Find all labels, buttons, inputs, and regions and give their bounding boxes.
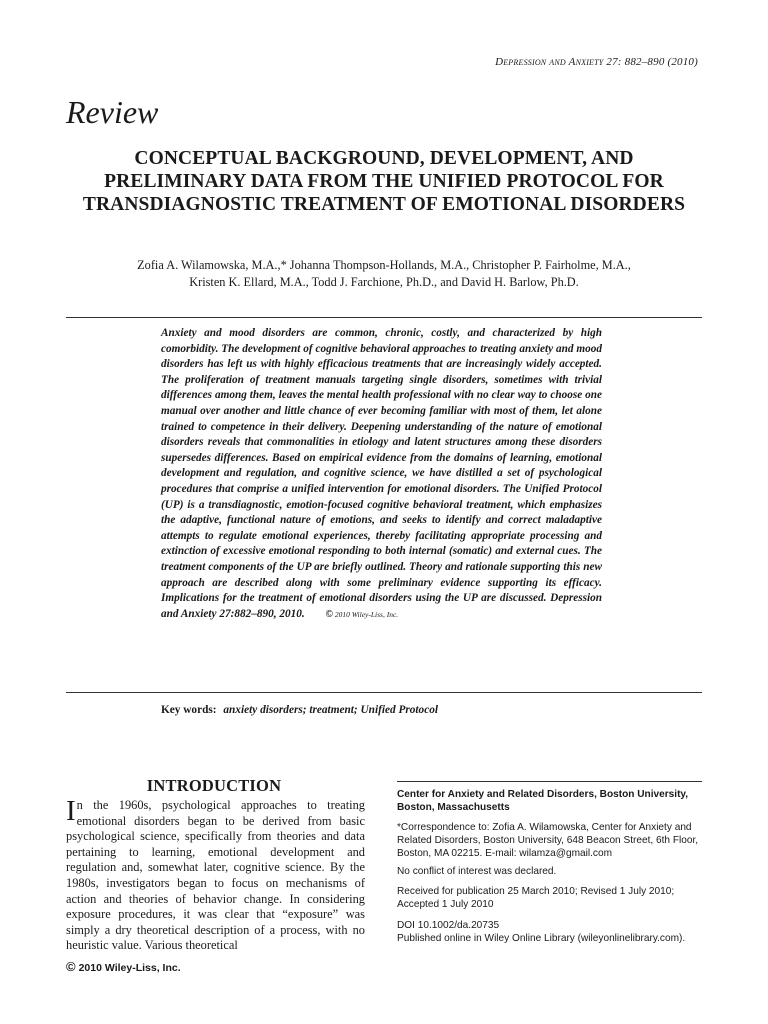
footer-copyright-text: 2010 Wiley-Liss, Inc. [78,962,181,974]
footer-copyright [66,959,181,974]
doi-text: DOI 10.1002/da.20735 [397,920,500,931]
abstract-text: Anxiety and mood disorders are common, chronic, costly, and characterized by high comorbidity. The development of cognitive behavioral approaches to treating anxiety and mood disorders has left us with highly efficacious treatments that are increasingly widely accepted. The proliferation of treatment manuals targeting single disorders, sometimes with trivial differences among them, leaves the mental health professional with no clear way to choose one manual over another and little chance of ever becoming familiar with most of them, let alone trained to competence in their delivery. Deepening understanding of the nature of emotional disorders reveals that commonalities in etiology and latent structures among these disorders supersedes differences. Based on empirical evidence from the domains of learning, emotional development and regulation, and cognitive science, we have distilled a set of psychological procedures that comprise a unified intervention for emotional disorders. The Unified Protocol (UP) is a transdiagnostic, emotion-focused cognitive behavioral treatment, which emphasizes the adaptive, functional nature of emotions, and seeks to identify and correct maladaptive attempts to regulate emotional experiences, thereby facilitating appropriate processing and extinction of excessive emotional responding to both internal (somatic) and external cues. The treatment components of the UP are briefly outlined. Theory and rationale supporting this new approach are described along with some preliminary evidence supporting its efficacy. Implications for the treatment of emotional disorders using the UP are discussed. Depression and Anxiety 27:882–890, 2010. [161,327,602,620]
abstract-copyright-text: 2010 Wiley-Liss, Inc. [334,609,399,619]
doi-note [397,920,702,946]
affiliation-note: Center for Anxiety and Related Disorders, Boston University, Boston, Massachusetts [397,789,689,813]
journal-citation: 27: 882–890 (2010) [606,56,698,68]
article-title: CONCEPTUAL BACKGROUND, DEVELOPMENT, AND PRELIMINARY DATA FROM THE UNIFIED PROTOCOL FOR TRANSDIAGNOSTIC TREATMENT OF EMOTIONAL DISORDERS [82,148,686,215]
correspondence-note: *Correspondence to: Zofia A. Wilamowska, Center for Anxiety and Related Disorders, Boston University, 648 Beacon Street, 6th Floor, Boston, MA 02215. E-mail: wilamza@gmail.com [397,822,699,859]
keywords [161,704,438,716]
author-line-1: Zofia A. Wilamowska, M.A.,* Johanna Thompson-Hollands, M.A., Christopher P. Fairholme, M.A., [137,258,631,272]
section-label: Review [66,94,159,130]
keywords-values: anxiety disorders; treatment; Unified Protocol [223,704,438,716]
notes-divider [397,781,702,782]
copyright-icon: © [325,608,333,620]
received-note: Received for publication 25 March 2010; Revised 1 July 2010; Accepted 1 July 2010 [397,886,675,910]
author-line-2: Kristen K. Ellard, M.A., Todd J. Farchione, Ph.D., and David H. Barlow, Ph.D. [189,275,579,289]
abstract-copyright [325,610,398,619]
author-list [66,257,702,291]
introduction-heading: INTRODUCTION [146,776,282,795]
published-online-text: Published online in Wiley Online Library (wileyonlinelibrary.com). [397,932,686,944]
copyright-icon: © [66,959,76,974]
conflict-note: No conflict of interest was declared. [397,866,557,877]
keywords-label: Key words: [161,704,217,716]
abstract [161,326,602,622]
introduction-body [66,795,365,954]
abstract-divider [66,692,702,693]
introduction-text: n the 1960s, psychological approaches to treating emotional disorders began to be derived from basic psychological science, specifically from theories and data pertaining to learning, emotional development and regulation and, somewhat later, cognitive science. By the 1980s, investigators began to focus on mechanisms of action and theories of behavior change. In considering exposure procedures, it was clear that “exposure” was simply a dry theoretical description of a process, with no heuristic value. Various theoretical [66,798,365,953]
drop-cap: I [66,795,76,827]
journal-reference [495,56,698,68]
journal-name: Depression and Anxiety [495,56,604,68]
header-divider [66,317,702,318]
